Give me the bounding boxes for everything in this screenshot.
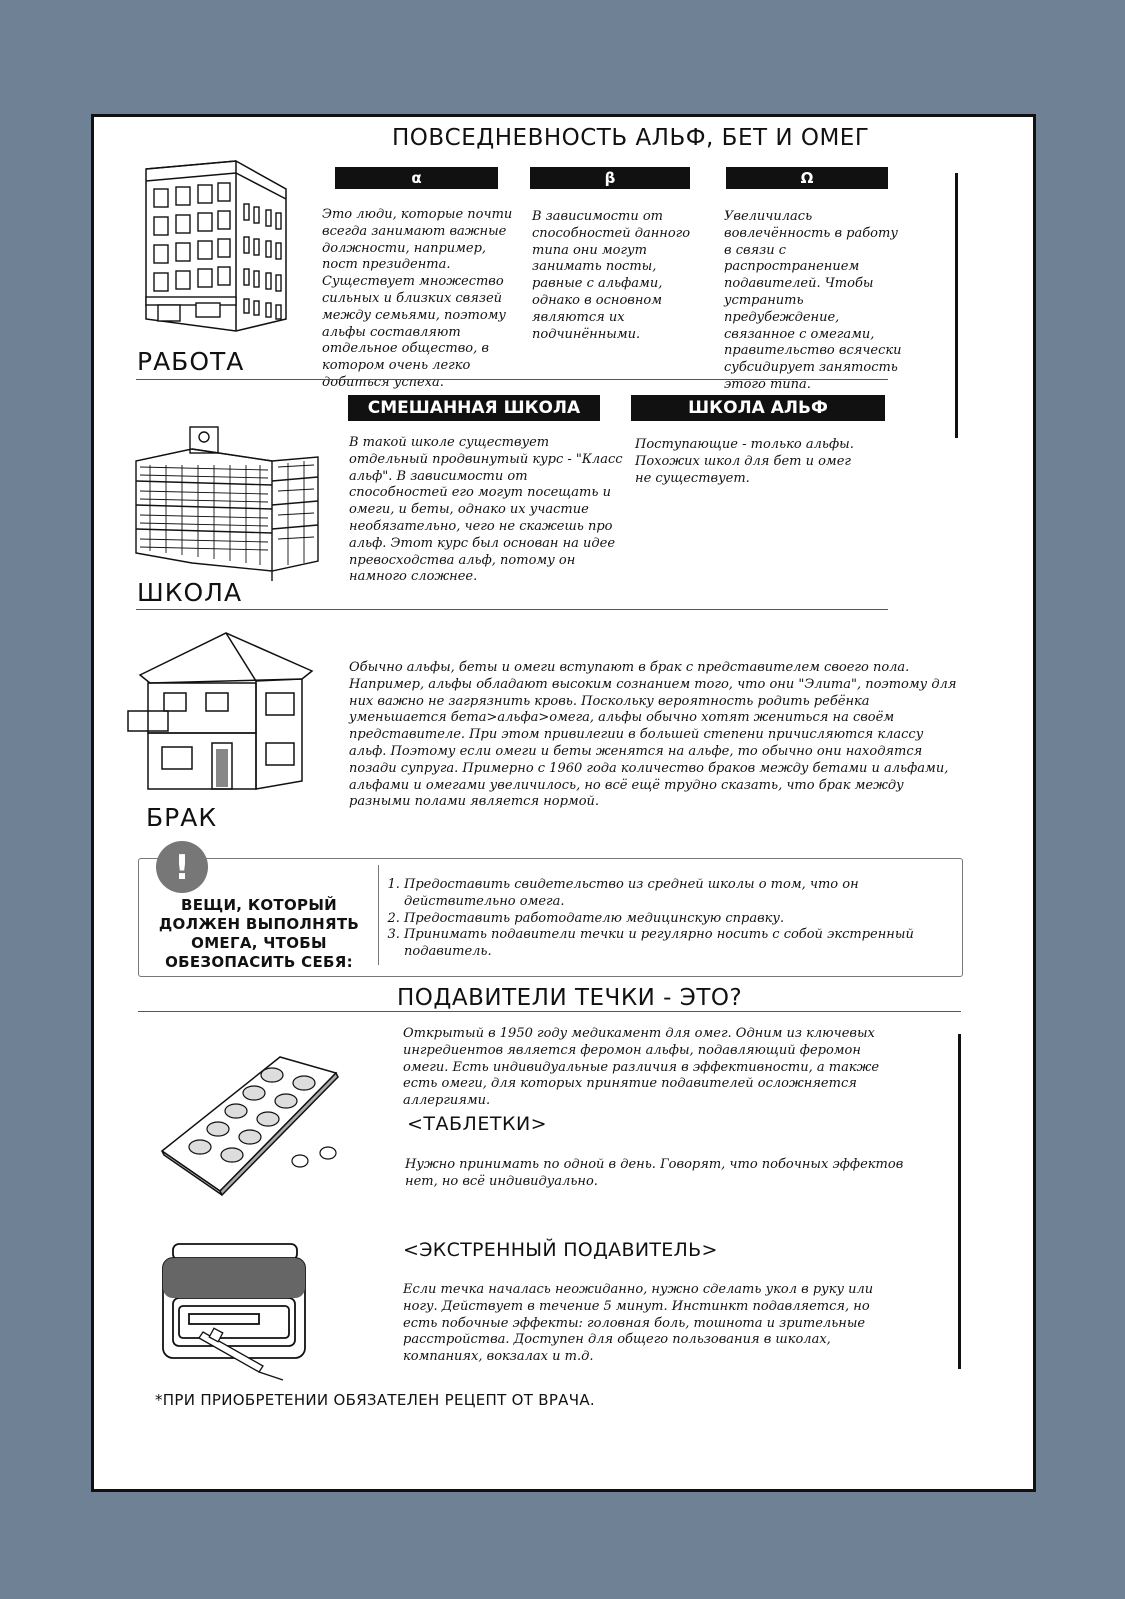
emergency-text: Если течка началась неожиданно, нужно сделать укол в руку или ногу. Действует в течение 5 минут. Инстинкт подавляется, но есть побочные эффекты: головная боль, тошнота и зрительные расстройства. Доступен для общего пользования в школах, компаниях, вокзалах и т.д. (403, 1282, 874, 1365)
divider (138, 1011, 961, 1012)
omega-note-item: 2. Предоставить работодателю медицинскую справку. (404, 911, 954, 928)
page-title: ПОВСЕДНЕВНОСТЬ АЛЬФ, БЕТ И ОМЕГ (392, 125, 870, 151)
tablets-heading: <ТАБЛЕТКИ> (407, 1113, 548, 1135)
office-building-illustration (136, 159, 288, 334)
section-label-marriage: БРАК (146, 803, 218, 832)
prescription-footnote: *ПРИ ПРИОБРЕТЕНИИ ОБЯЗАТЕЛЕН РЕЦЕПТ ОТ ВРАЧА. (155, 1391, 595, 1409)
section-label-work: РАБОТА (137, 347, 245, 376)
column-header-omega: Ω (726, 167, 888, 189)
accent-bar-upper (955, 173, 958, 438)
omega-note-item: 1. Предоставить свидетельство из средней школы о том, что он действительно омега. (404, 877, 954, 911)
omega-note-item: 3. Принимать подавители течки и регулярно носить с собой экстренный подавитель. (404, 927, 954, 961)
pill-blister-illustration (160, 1051, 350, 1196)
warning-icon (155, 840, 209, 894)
suppressants-intro: Открытый в 1950 году медикамент для омег. Одним из ключевых ингредиентов является феромон альфы, подавляющий феромон омеги. Есть индивидуальные различия в эффективности, а также есть омеги, для которых принятие подавителей осложняется аллергиями. (403, 1026, 880, 1109)
warning-icon-symbol: ! (174, 848, 190, 888)
mixed-school-text: В такой школе существует отдельный продвинутый курс - "Класс альф". В зависимости от способностей его могут посещать и омеги, и беты, однако их участие необязательно, чего не скажешь про альф. Этот курс был основан на идее превосходства альф, потому он намного сложнее. (349, 435, 623, 585)
box-divider (378, 865, 379, 965)
work-beta-text: В зависимости от способностей данного типа они могут занимать посты, равные с альфами, однако в основном являются их подчинёнными. (532, 209, 691, 342)
omega-notes-list (384, 877, 954, 961)
alpha-school-text: Поступающие - только альфы. Похожих школ для бет и омег не существует. (635, 437, 854, 486)
info-page (91, 114, 1036, 1492)
divider (136, 379, 888, 380)
house-illustration (126, 631, 316, 791)
divider (136, 609, 888, 610)
section-label-school: ШКОЛА (137, 578, 243, 607)
column-header-alpha-school: ШКОЛА АЛЬФ (632, 396, 884, 420)
emergency-heading: <ЭКСТРЕННЫЙ ПОДАВИТЕЛЬ> (403, 1239, 718, 1261)
suppressants-title: ПОДАВИТЕЛИ ТЕЧКИ - ЭТО? (397, 985, 743, 1011)
column-header-beta: β (530, 167, 690, 189)
work-alpha-text: Это люди, которые почти всегда занимают важные должности, например, пост президента. Существует множество сильных и близких связей между семьями, поэтому альфы составляют отдельное общество, в котором очень легко добиться успеха. (322, 207, 513, 390)
column-header-alpha: α (335, 167, 498, 189)
tablets-text: Нужно принимать по одной в день. Говорят, что побочных эффектов нет, но всё индивидуально. (405, 1157, 904, 1189)
work-omega-text: Увеличилась вовлечённость в работу в связи с распространением подавителей. Чтобы устранить предубеждение, связанное с омегами, правительство всячески субсидирует занятость этого типа. (724, 209, 902, 392)
column-header-mixed-school: СМЕШАННАЯ ШКОЛА (349, 396, 599, 420)
accent-bar-lower (958, 1034, 961, 1369)
marriage-text: Обычно альфы, беты и омеги вступают в брак с представителем своего пола. Например, альфы обладают высоким сознанием того, что они "Элита", поэтому для них важно не загрязнить кровь. Поскольку вероятность родить ребёнка уменьшается бета>альфа>омега, альфы обычно хотят жениться на своём представителе. При этом привилегии в большей степени причисляются классу альф. Поэтому если омеги и беты женятся на альфе, то обычно они находятся позади супруга. Примерно с 1960 года количество браков между бетами и альфами, альфами и омегами увеличилось, но всё ещё трудно сказать, что брак между разными полами является нормой. (349, 660, 957, 810)
omega-notes-title: ВЕЩИ, КОТОРЫЙ ДОЛЖЕН ВЫПОЛНЯТЬ ОМЕГА, ЧТОБЫ ОБЕЗОПАСИТЬ СЕБЯ: (158, 896, 360, 971)
injector-case-illustration (159, 1242, 309, 1382)
school-building-illustration (132, 421, 322, 586)
